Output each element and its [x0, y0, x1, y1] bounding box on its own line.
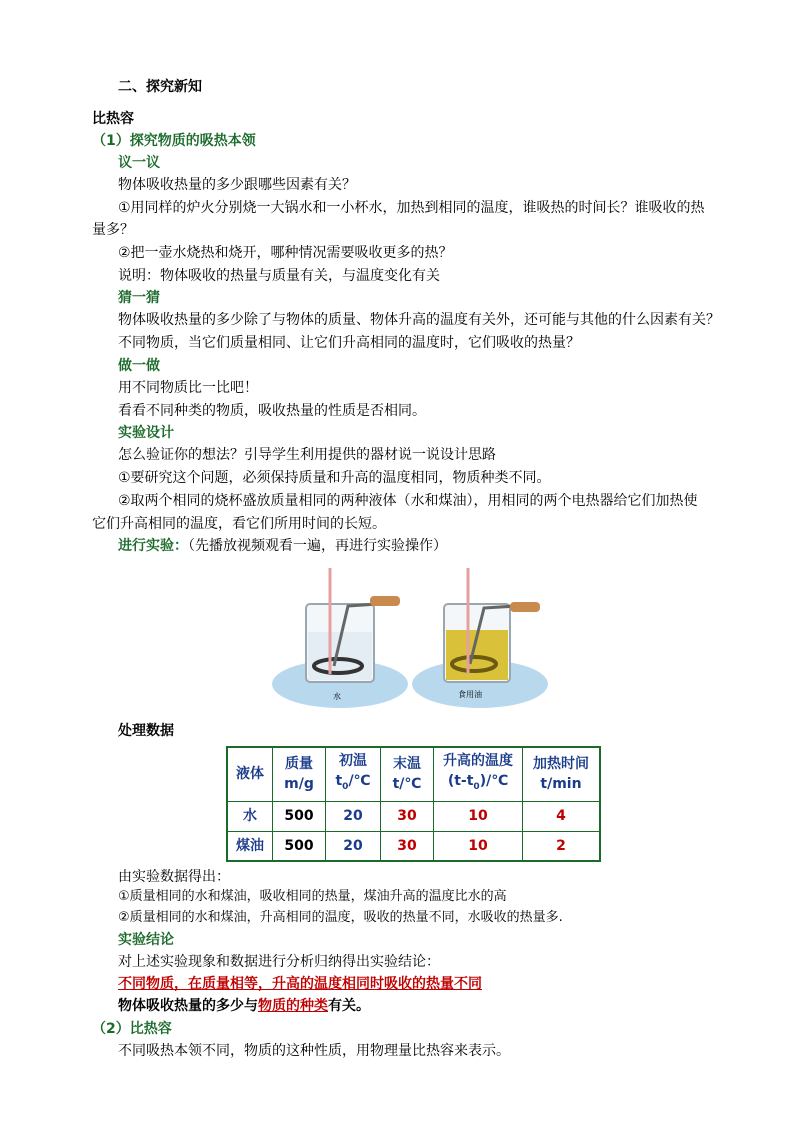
- t0-subscript: 0: [342, 782, 349, 793]
- discuss-question: 物体吸收热量的多少跟哪些因素有关？: [118, 177, 356, 193]
- design-line3a: ②取两个相同的烧杯盛放质量相同的两种液体（水和煤油），用相同的两个电热器给它们加热使: [118, 493, 698, 509]
- process-heading: 处理数据: [118, 723, 174, 739]
- header-heating-time-unit: t/min: [540, 776, 582, 793]
- cell-heating-time: 2: [523, 831, 601, 861]
- header-initial-temp-label: 初温: [339, 753, 367, 770]
- conclusion-line3: [118, 995, 370, 1017]
- header-initial-temp: [326, 747, 381, 801]
- conclusion-line1: 对上述实验现象和数据进行分析归纳得出实验结论：: [118, 954, 440, 970]
- cell-liquid: 煤油: [227, 831, 273, 861]
- do-heading: 做一做: [118, 358, 160, 374]
- cell-final-temp: 30: [381, 801, 434, 831]
- design-line3b: 它们升高相同的温度，看它们所用时间的长短。: [92, 516, 386, 532]
- guess-line2: 不同物质，当它们质量相同、让它们升高相同的温度时，它们吸收的热量？: [118, 335, 580, 351]
- conclusion-line3-a: 物体吸收热量的多少与: [118, 998, 258, 1014]
- results-r1: ①质量相同的水和煤油，吸收相同的热量，煤油升高的温度比水的高: [118, 889, 507, 904]
- design-line1: 怎么验证你的想法？引导学生利用提供的器材说一说设计思路: [118, 447, 496, 463]
- results-r2: ②质量相同的水和煤油，升高相同的温度，吸收的热量不同，水吸收的热量多.: [118, 910, 563, 925]
- rise-symbol-b: )/℃: [479, 773, 509, 790]
- header-temp-rise-label: 升高的温度: [443, 753, 513, 770]
- conduct-heading: 进行实验：: [118, 538, 188, 554]
- header-temp-rise-unit: [434, 771, 522, 797]
- cell-temp-rise: 10: [434, 831, 523, 861]
- figure-label-water: 水: [333, 692, 341, 701]
- rise-symbol-a: (t-t: [447, 773, 474, 790]
- design-line2: ①要研究这个问题，必须保持质量和升高的温度相同，物质种类不同。: [118, 470, 551, 486]
- discuss-q2: ②把一壶水烧热和烧开，哪种情况需要吸收更多的热？: [118, 245, 453, 261]
- header-final-temp-label: 末温: [393, 756, 421, 773]
- experiment-figure: [270, 566, 570, 714]
- cell-initial-temp: 20: [326, 831, 381, 861]
- part1-title: （1）探究物质的吸热本领: [92, 133, 256, 149]
- header-temp-rise: [434, 747, 523, 801]
- cell-temp-rise: 10: [434, 801, 523, 831]
- cell-initial-temp: 20: [326, 801, 381, 831]
- data-table: [226, 746, 601, 862]
- header-final-temp-unit: t/℃: [392, 776, 422, 793]
- discuss-q1-line2: 量多？: [92, 222, 134, 238]
- header-final-temp: [381, 747, 434, 801]
- cell-mass: 500: [273, 801, 326, 831]
- header-liquid: 液体: [227, 747, 273, 801]
- conduct-line: [118, 535, 447, 557]
- section-heading: 二、探究新知: [118, 79, 202, 95]
- guess-heading: 猜一猜: [118, 290, 160, 306]
- cell-final-temp: 30: [381, 831, 434, 861]
- cell-liquid: 水: [227, 801, 273, 831]
- header-initial-temp-unit: [326, 771, 380, 797]
- discuss-q1-line1: ①用同样的炉火分别烧一大锅水和一小杯水，加热到相同的温度，谁吸热的时间长？谁吸收的热: [118, 200, 705, 216]
- design-heading: 实验设计: [118, 425, 174, 441]
- header-mass-unit: m/g: [284, 776, 314, 793]
- conclusion-key-phrase: 物质的种类: [258, 998, 328, 1014]
- conclusion-line3-c: 有关。: [328, 998, 370, 1014]
- discuss-heading: 议一议: [118, 155, 160, 171]
- cell-heating-time: 4: [523, 801, 601, 831]
- part2-title: （2）比热容: [92, 1021, 172, 1037]
- beakers-illustration: [270, 566, 570, 714]
- rise-subscript: 0: [473, 782, 480, 793]
- header-mass: [273, 747, 326, 801]
- topic-title: 比热容: [92, 111, 134, 127]
- t0-unit: /℃: [348, 773, 371, 790]
- do-line1: 用不同物质比一比吧！: [118, 380, 258, 396]
- results-intro: 由实验数据得出：: [118, 869, 230, 885]
- discuss-note: 说明：物体吸收的热量与质量有关，与温度变化有关: [118, 268, 440, 284]
- t0-symbol: t: [335, 773, 343, 790]
- guess-line1: 物体吸收热量的多少除了与物体的质量、物体升高的温度有关外，还可能与其他的什么因素有关？: [118, 312, 720, 328]
- header-heating-time-label: 加热时间: [533, 756, 589, 773]
- conclusion-line2: 不同物质，在质量相等，升高的温度相同时吸收的热量不同: [118, 976, 482, 992]
- do-line2: 看看不同种类的物质，吸收热量的性质是否相同。: [118, 403, 426, 419]
- table-row-water: [227, 801, 600, 831]
- conclusion-heading: 实验结论: [118, 932, 174, 948]
- figure-label-oil: 食用油: [458, 690, 482, 699]
- cell-mass: 500: [273, 831, 326, 861]
- conduct-note: （先播放视频观看一遍，再进行实验操作）: [188, 538, 447, 554]
- header-heating-time: [523, 747, 601, 801]
- water-heater-plug: [370, 596, 400, 606]
- oil-heater-plug: [510, 602, 540, 612]
- table-row-kerosene: [227, 831, 600, 861]
- table-header-row: [227, 747, 600, 801]
- part2-line1: 不同吸热本领不同，物质的这种性质，用物理量比热容来表示。: [118, 1043, 510, 1059]
- header-mass-label: 质量: [285, 756, 313, 773]
